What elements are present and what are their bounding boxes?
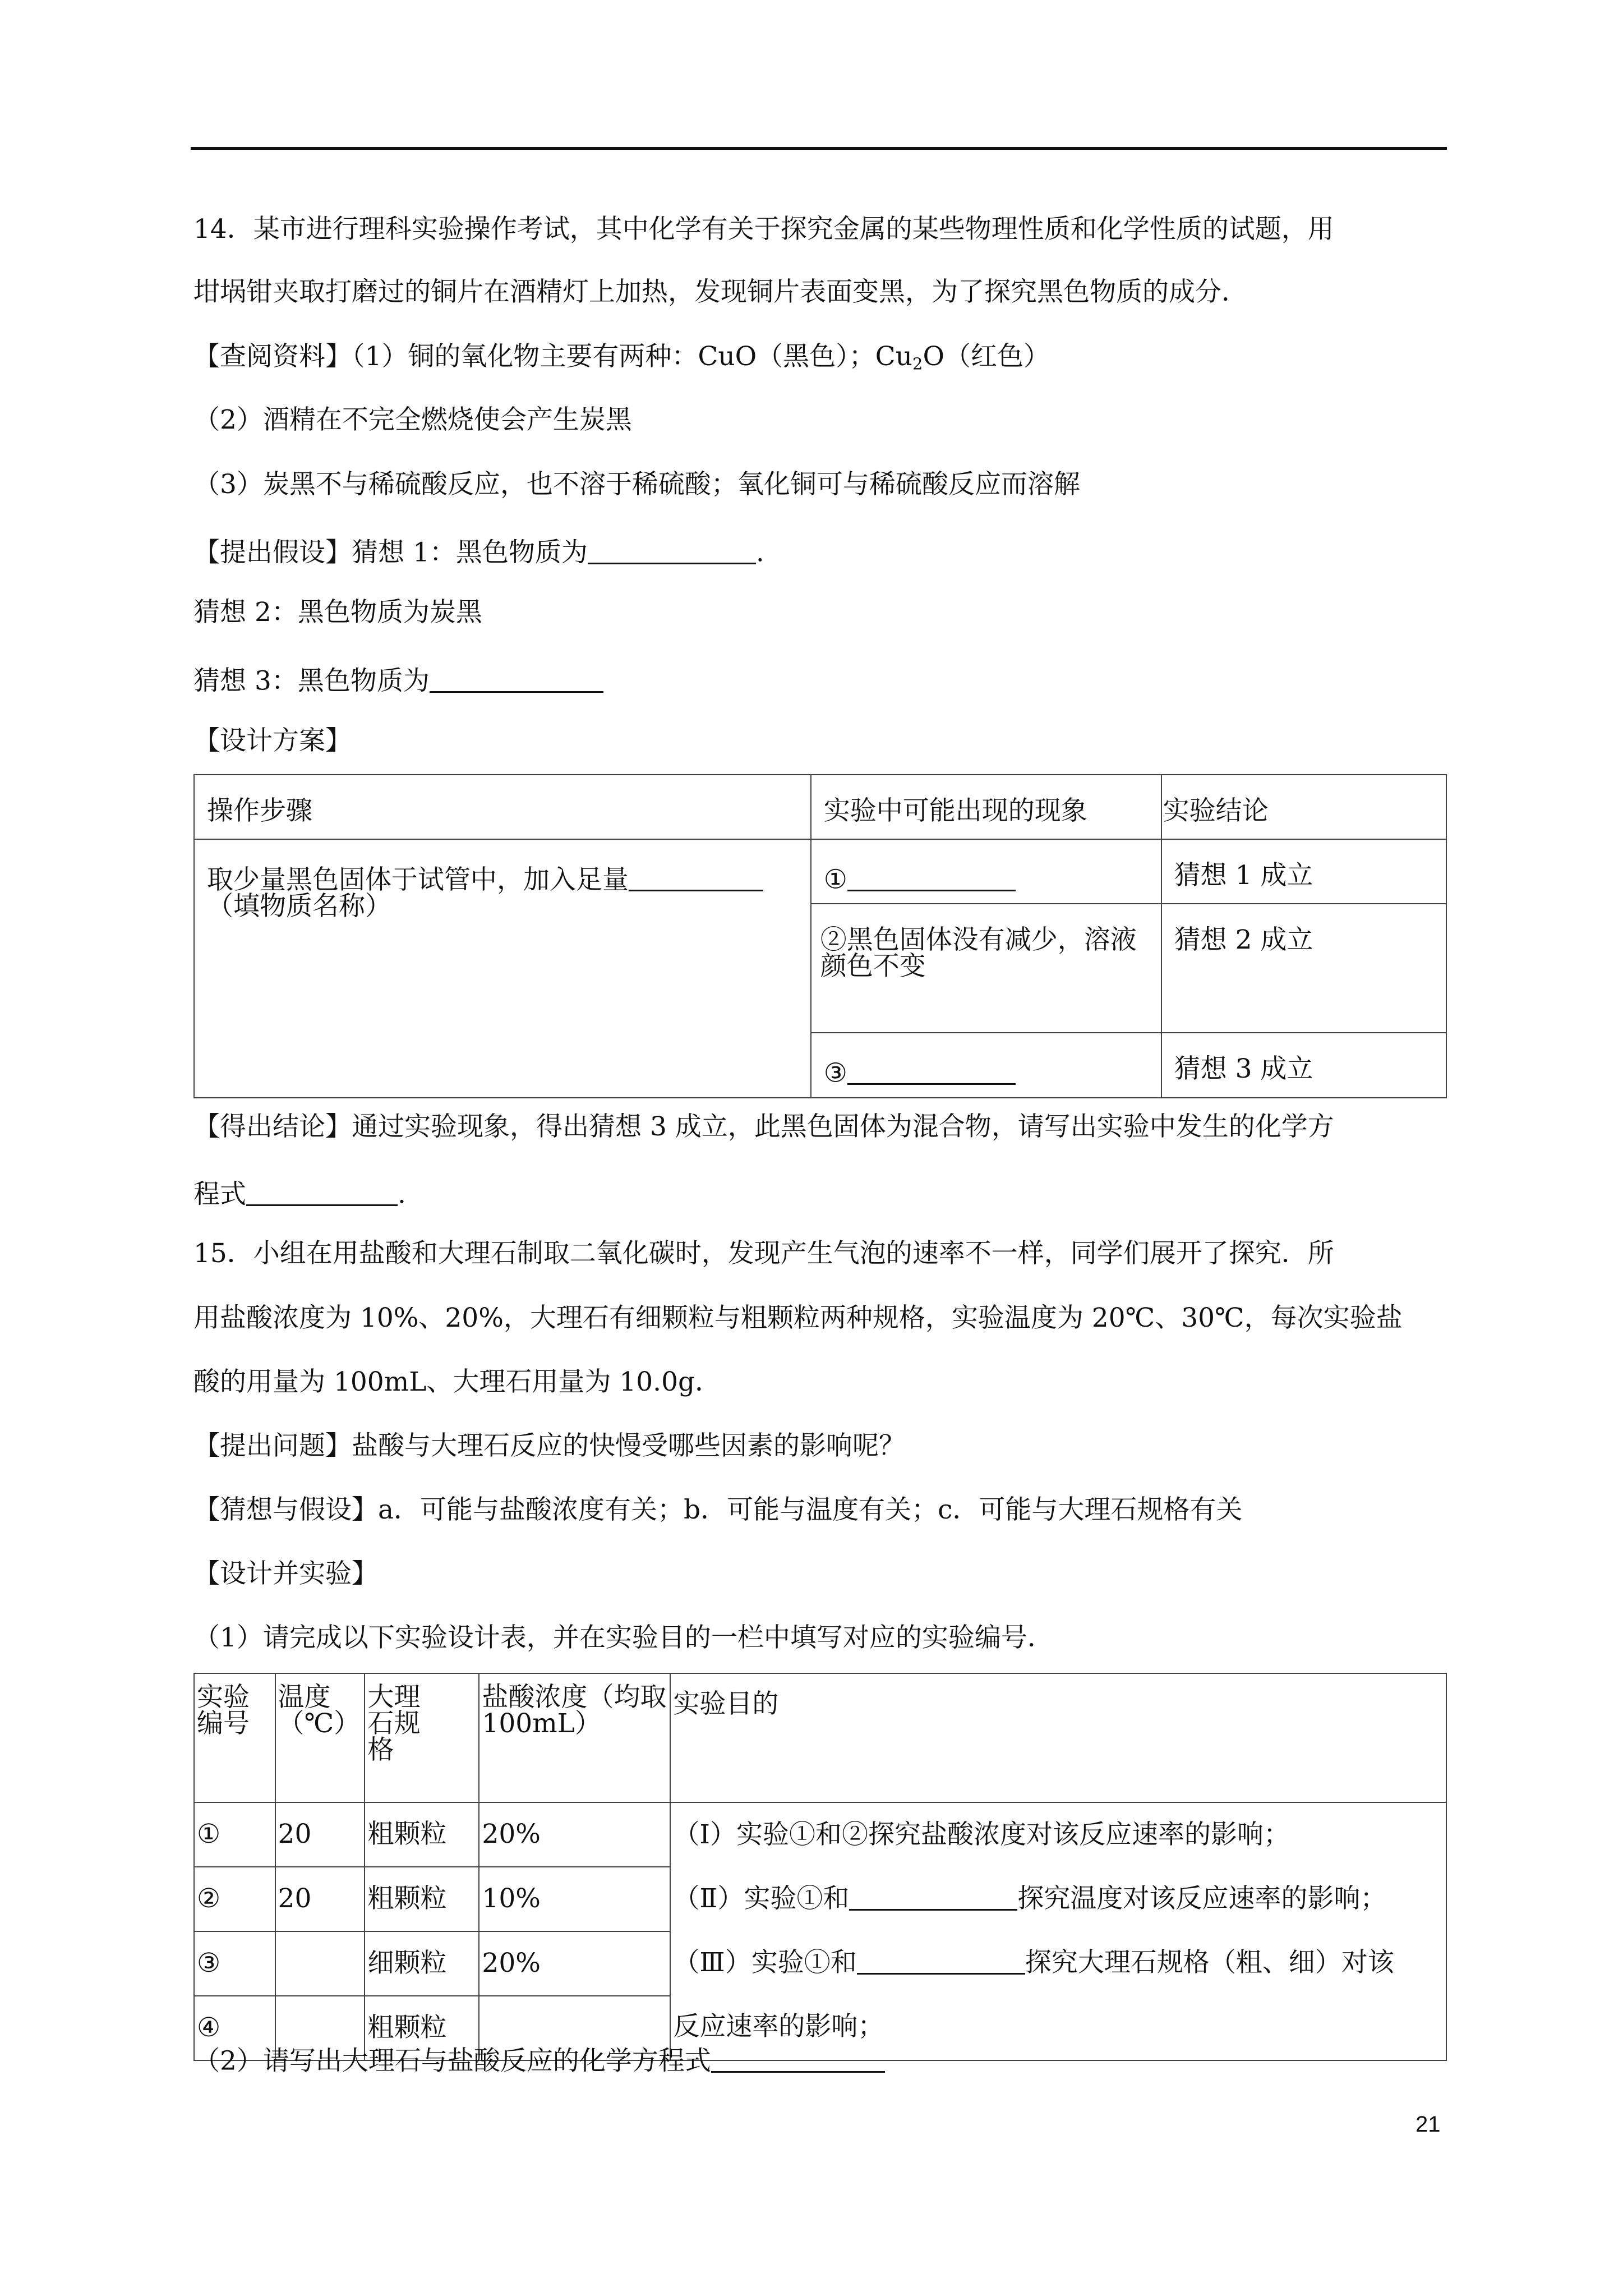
q14-hypothesis-2: 猜想 2：黑色物质为炭黑 bbox=[193, 597, 482, 628]
table-header: 温度（℃） bbox=[278, 1682, 361, 1739]
table-header: 大理石规格 bbox=[367, 1682, 421, 1765]
table-cell-temp[interactable] bbox=[276, 1932, 365, 1950]
table-header: 盐酸浓度（均取 100mL） bbox=[482, 1682, 667, 1739]
table-header: 实验中可能出现的现象 bbox=[823, 795, 1087, 826]
table-cell-conclusion: 猜想 1 成立 bbox=[1174, 860, 1313, 891]
q14-info-line1: 【查阅资料】（1）铜的氧化物主要有两种：CuO（黑色）；$Cu_2O$（红色） bbox=[193, 341, 1050, 374]
answer-blank[interactable] bbox=[588, 535, 756, 564]
q15-question: 【提出问题】盐酸与大理石反应的快慢受哪些因素的影响呢？ bbox=[193, 1430, 905, 1461]
table-cell-phenomenon: ① bbox=[811, 840, 1161, 893]
table-header: 实验目的 bbox=[673, 1688, 779, 1719]
q15-hypothesis: 【猜想与假设】a．可能与盐酸浓度有关；b．可能与温度有关；c．可能与大理石规格有关 bbox=[193, 1494, 1243, 1525]
q15-subquestion-2: （2）请写出大理石与盐酸反应的化学方程式 bbox=[193, 2044, 885, 2074]
q14-design-table bbox=[193, 774, 1447, 1098]
answer-blank[interactable] bbox=[430, 664, 603, 693]
answer-blank[interactable] bbox=[629, 862, 763, 891]
table-cell-phenomenon: ③ bbox=[811, 1033, 1161, 1087]
table-cell-size: 粗颗粒 bbox=[367, 2012, 447, 2043]
q15-design-heading: 【设计并实验】 bbox=[193, 1558, 378, 1589]
table-cell-conc: 20% bbox=[482, 1819, 541, 1849]
q14-info-line2: （2）酒精在不完全燃烧使会产生炭黑 bbox=[193, 404, 632, 435]
answer-blank[interactable] bbox=[847, 1056, 1016, 1085]
table-cell-temp[interactable] bbox=[276, 1996, 365, 2014]
q15-text-line1: 15．小组在用盐酸和大理石制取二氧化碳时，发现产生气泡的速率不一样，同学们展开了探究．所 bbox=[193, 1238, 1334, 1269]
table-header: 实验结论 bbox=[1163, 795, 1269, 826]
table-header: 操作步骤 bbox=[207, 795, 312, 826]
table-cell-temp: 20 bbox=[278, 1883, 312, 1914]
q14-info-line3: （3）炭黑不与稀硫酸反应，也不溶于稀硫酸；氧化铜可与稀硫酸反应而溶解 bbox=[193, 469, 1080, 500]
table-cell-conc[interactable] bbox=[479, 1996, 670, 2014]
table-cell-id: ① bbox=[197, 1819, 221, 1849]
q15-text-line2: 用盐酸浓度为 10%、20%，大理石有细颗粒与粗颗粒两种规格，实验温度为 20℃、30℃，每次实验盐 bbox=[193, 1303, 1403, 1333]
table-cell-conclusion: 猜想 2 成立 bbox=[1174, 924, 1313, 955]
q14-text-line1: 14．某市进行理科实验操作考试，其中化学有关于探究金属的某些物理性质和化学性质的试题，用 bbox=[193, 214, 1334, 245]
answer-blank[interactable] bbox=[711, 2044, 885, 2073]
answer-blank[interactable] bbox=[849, 1881, 1017, 1910]
q14-hypothesis-1: 【提出假设】猜想 1：黑色物质为 . bbox=[193, 535, 764, 566]
header-rule bbox=[191, 147, 1447, 150]
table-cell-id: ④ bbox=[197, 2012, 221, 2043]
table-cell-size: 粗颗粒 bbox=[367, 1883, 447, 1914]
table-cell-step: 取少量黑色固体于试管中，加入足量 （填物质名称） bbox=[195, 840, 810, 919]
q14-text-line2: 坩埚钳夹取打磨过的铜片在酒精灯上加热，发现铜片表面变黑，为了探究黑色物质的成分． bbox=[193, 277, 1248, 307]
q14-conclusion-line2: 程式 . bbox=[193, 1177, 406, 1208]
q15-text-line3: 酸的用量为 100mL、大理石用量为 10.0g． bbox=[193, 1366, 722, 1397]
table-header: 实验编号 bbox=[197, 1682, 250, 1739]
q14-hypothesis-3: 猜想 3：黑色物质为 bbox=[193, 664, 603, 694]
table-cell-id: ② bbox=[197, 1883, 221, 1914]
table-cell-size: 粗颗粒 bbox=[367, 1819, 447, 1849]
answer-blank[interactable] bbox=[246, 1177, 398, 1206]
table-cell-id: ③ bbox=[197, 1948, 221, 1978]
answer-blank[interactable] bbox=[857, 1945, 1025, 1974]
table-cell-purpose: （Ⅰ）实验①和②探究盐酸浓度对该反应速率的影响； （Ⅱ）实验①和 探究温度对该反应速率的影响； （Ⅲ）实验①和 探究大理石规格（粗、细）对该 反应速率的影响； bbox=[673, 1819, 1394, 2042]
q14-conclusion-line1: 【得出结论】通过实验现象，得出猜想 3 成立，此黑色固体为混合物，请写出实验中发生的化学方 bbox=[193, 1111, 1334, 1142]
q14-design-heading: 【设计方案】 bbox=[193, 725, 352, 756]
table-cell-temp: 20 bbox=[278, 1819, 312, 1849]
table-cell-size: 细颗粒 bbox=[367, 1948, 447, 1978]
answer-blank[interactable] bbox=[847, 862, 1016, 891]
table-cell-conclusion: 猜想 3 成立 bbox=[1174, 1053, 1313, 1084]
q15-experiment-table bbox=[193, 1673, 1447, 2061]
table-cell-phenomenon: ②黑色固体没有减少，溶液颜色不变 bbox=[820, 924, 1137, 982]
page-number: 21 bbox=[1415, 2112, 1441, 2137]
table-cell-conc: 10% bbox=[482, 1883, 541, 1914]
q15-subquestion-1: （1）请完成以下实验设计表，并在实验目的一栏中填写对应的实验编号． bbox=[193, 1622, 1054, 1653]
table-cell-conc: 20% bbox=[482, 1948, 541, 1978]
